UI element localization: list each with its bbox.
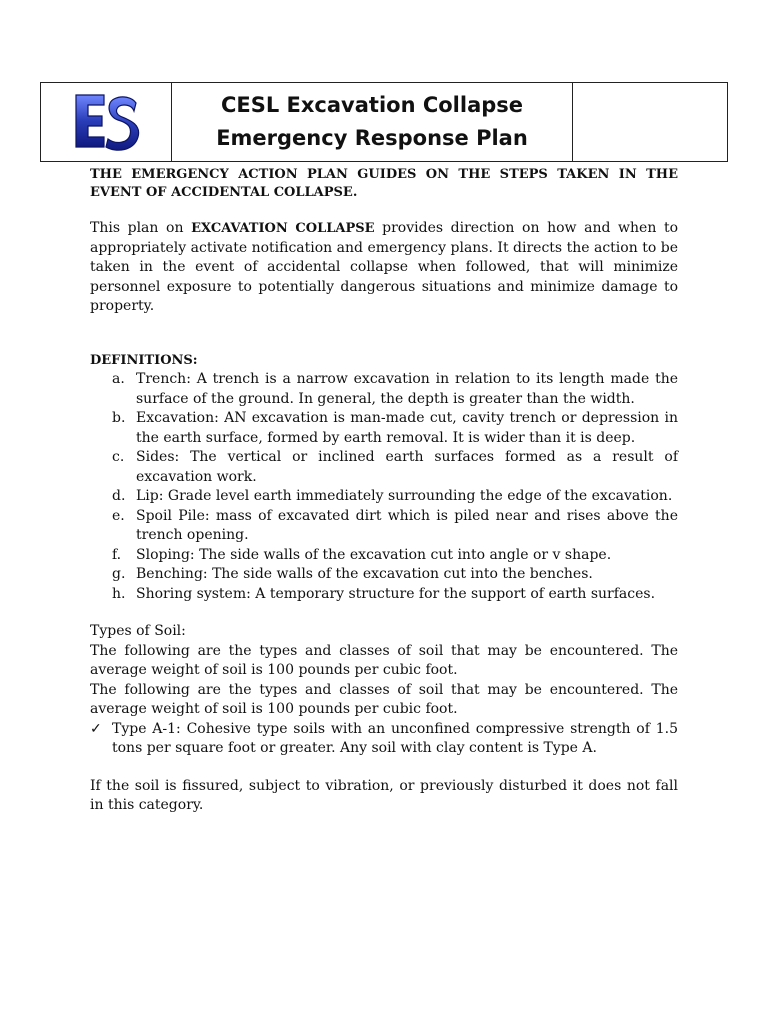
- definitions-title: DEFINITIONS:: [90, 352, 198, 368]
- definition-marker: e.: [112, 507, 125, 524]
- intro-heading: THE EMERGENCY ACTION PLAN GUIDES ON THE STEPS TAKEN IN THE EVENT OF ACCIDENTAL COLLAPSE.: [90, 167, 678, 200]
- definition-item: [112, 448, 678, 487]
- soil-paragraph-2: The following are the types and classes of soil that may be encountered. The average weight of soil is 100 pounds per cubic foot.: [90, 681, 678, 717]
- intro-before: This plan on: [90, 220, 192, 236]
- definition-item: [112, 409, 678, 448]
- definition-item: [112, 565, 678, 585]
- logo-cell: [41, 83, 172, 161]
- document-title-line2: Emergency Response Plan: [216, 126, 528, 150]
- intro-paragraph: [90, 219, 678, 317]
- definition-text: Lip: Grade level earth immediately surrounding the edge of the excavation.: [136, 488, 673, 504]
- definition-text: Excavation: AN excavation is man-made cut, cavity trench or depression in the earth surface, formed by earth removal. It is wider than it is deep.: [136, 410, 678, 446]
- header-table: [40, 82, 728, 162]
- definition-marker: a.: [112, 371, 125, 387]
- definition-item: [112, 370, 678, 409]
- definition-marker: f.: [112, 546, 122, 563]
- definition-marker: h.: [112, 585, 126, 602]
- definition-marker: d.: [112, 488, 126, 504]
- definition-marker: c.: [112, 449, 125, 465]
- definition-item: [112, 585, 678, 605]
- checkmark-icon: ✓: [90, 720, 102, 737]
- definition-text: Sides: The vertical or inclined earth surfaces formed as a result of excavation work.: [136, 449, 678, 485]
- definition-item: [112, 487, 678, 507]
- soil-closing-paragraph: If the soil is fissured, subject to vibration, or previously disturbed it does not fall in this category.: [90, 777, 678, 813]
- definition-item: [112, 546, 678, 566]
- empty-cell: [573, 83, 727, 161]
- intro-after: provides direction on how and when to appropriately activate notification and emergency plans. It directs the action to be taken in the event of accidental collapse when followed, that will minimize personnel exposure to potentially dangerous situations and minimize damage to property.: [90, 220, 679, 314]
- definition-text: Benching: The side walls of the excavation cut into the benches.: [136, 566, 593, 582]
- company-logo: [70, 87, 142, 157]
- definition-text: Spoil Pile: mass of excavated dirt which is piled near and rises above the trench opening.: [136, 507, 678, 543]
- definition-marker: b.: [112, 410, 126, 426]
- definition-marker: g.: [112, 566, 126, 582]
- intro-keyword: EXCAVATION COLLAPSE: [191, 221, 375, 236]
- soil-title: Types of Soil:: [90, 623, 186, 639]
- soil-paragraph-1: The following are the types and classes of soil that may be encountered. The average weight of soil is 100 pounds per cubic foot.: [90, 642, 678, 678]
- soil-type-list: [90, 720, 678, 759]
- soil-type-text: Type A-1: Cohesive type soils with an unconfined compressive strength of 1.5 tons per square foot or greater. Any soil with clay content is Type A.: [112, 720, 678, 756]
- document-title-line1: CESL Excavation Collapse: [220, 93, 524, 117]
- definition-item: [112, 507, 678, 546]
- logo-text: ES: [70, 87, 72, 88]
- definition-text: Shoring system: A temporary structure for the support of earth surfaces.: [136, 585, 656, 602]
- definitions-list: [90, 370, 678, 604]
- definition-text: Trench: A trench is a narrow excavation in relation to its length made the surface of the ground. In general, the depth is greater than the width.: [136, 371, 678, 407]
- soil-type-item: [90, 720, 678, 759]
- title-cell: [172, 83, 573, 161]
- definition-text: Sloping: The side walls of the excavation cut into angle or v shape.: [136, 546, 612, 563]
- document-body: [90, 166, 678, 816]
